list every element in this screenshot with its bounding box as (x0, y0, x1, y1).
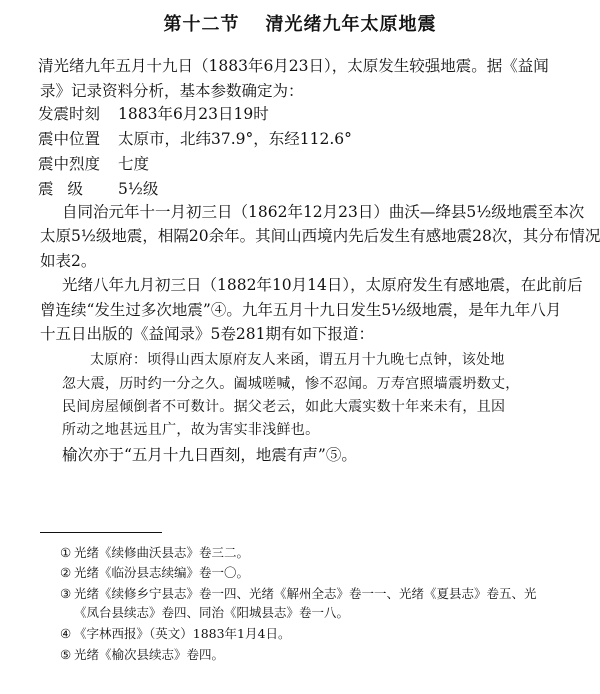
footnote (60, 586, 537, 602)
footnote (60, 565, 249, 581)
param-value: 1883年6月23日19时 (118, 105, 269, 123)
footnote-number: ④ (60, 626, 72, 641)
footnote-text: 《凤台县续志》卷四、同治《阳城县志》卷一八。 (74, 605, 350, 620)
section-number: 第十二节 (163, 14, 240, 35)
footnote-text: 光绪《续修曲沃县志》卷三二。 (74, 545, 250, 560)
param-value: 太原市，北纬37.9°，东经112.6° (118, 130, 352, 148)
footnote-text: 光绪《续修乡宁县志》卷一四、光绪《解州全志》卷一一、光绪《夏县志》卷五、光 (74, 586, 537, 601)
footnote-text: 光绪《临汾县志续编》卷一〇。 (74, 565, 250, 580)
param-key: 震中位置 (38, 130, 101, 148)
footnote-number: ① (60, 545, 72, 560)
param-key: 震级 (38, 180, 98, 198)
footnote-divider (40, 532, 162, 533)
param-key: 震中烈度 (38, 155, 101, 173)
footnote (60, 647, 224, 663)
footnote-number: ③ (60, 586, 72, 601)
footnote-number: ② (60, 565, 72, 580)
history-line-3: 如表2。 (40, 252, 97, 270)
param-value: 5½级 (118, 180, 159, 198)
intro-line-1: 清光绪九年五月十九日（1883年6月23日），太原发生较强地震。据《益闻 (38, 57, 549, 75)
quote-line-1: 太原府：顷得山西太原府友人来函，谓五月十九晚七点钟，该处地 (90, 352, 505, 368)
history-line-2: 太原5½级地震，相隔20余年。其间山西境内先后发生有感地震28次，其分布情况 (40, 227, 600, 245)
footnote-text: 光绪《榆次县续志》卷四。 (74, 647, 225, 662)
guangxu-line-1: 光绪八年九月初三日（1882年10月14日），太原府发生有感地震，在此前后 (62, 276, 583, 294)
footnote (60, 545, 249, 561)
footnote (60, 626, 290, 642)
param-row (38, 104, 269, 124)
footnote-continuation (74, 605, 349, 621)
guangxu-line-3: 十五日出版的《益闻录》5卷281期有如下报道： (40, 325, 374, 343)
quote-line-4: 所动之地甚远且广，故为害实非浅鲜也。 (62, 422, 320, 438)
param-row (38, 154, 149, 174)
footnote-text: 《字林西报》（英文）1883年1月4日。 (74, 626, 291, 641)
closing-line: 榆次亦于“五月十九日酉刻，地震有声”⑤。 (62, 446, 357, 464)
section-title: 清光绪九年太原地震 (265, 14, 437, 35)
footnote-number: ⑤ (60, 647, 72, 662)
param-key: 发震时刻 (38, 105, 101, 123)
history-line-1: 自同治元年十一月初三日（1862年12月23日）曲沃—绛县5½级地震至本次 (62, 203, 585, 221)
quote-line-3: 民间房屋倾倒者不可数计。据父老云，如此大震实数十年来未有，且因 (62, 399, 506, 415)
param-row (38, 179, 158, 199)
quote-line-2: 忽大震，历时约一分之久。阖城嗟喊，惨不忍闻。万寿宫照墙震坍数丈， (62, 376, 520, 392)
section-heading (0, 14, 600, 36)
param-row (38, 129, 352, 149)
param-value: 七度 (118, 155, 150, 173)
guangxu-line-2: 曾连续“发生过多次地震”④。九年五月十九日发生5½级地震，是年九年八月 (40, 301, 562, 319)
intro-line-2: 录》记录资料分析，基本参数确定为： (40, 82, 304, 100)
